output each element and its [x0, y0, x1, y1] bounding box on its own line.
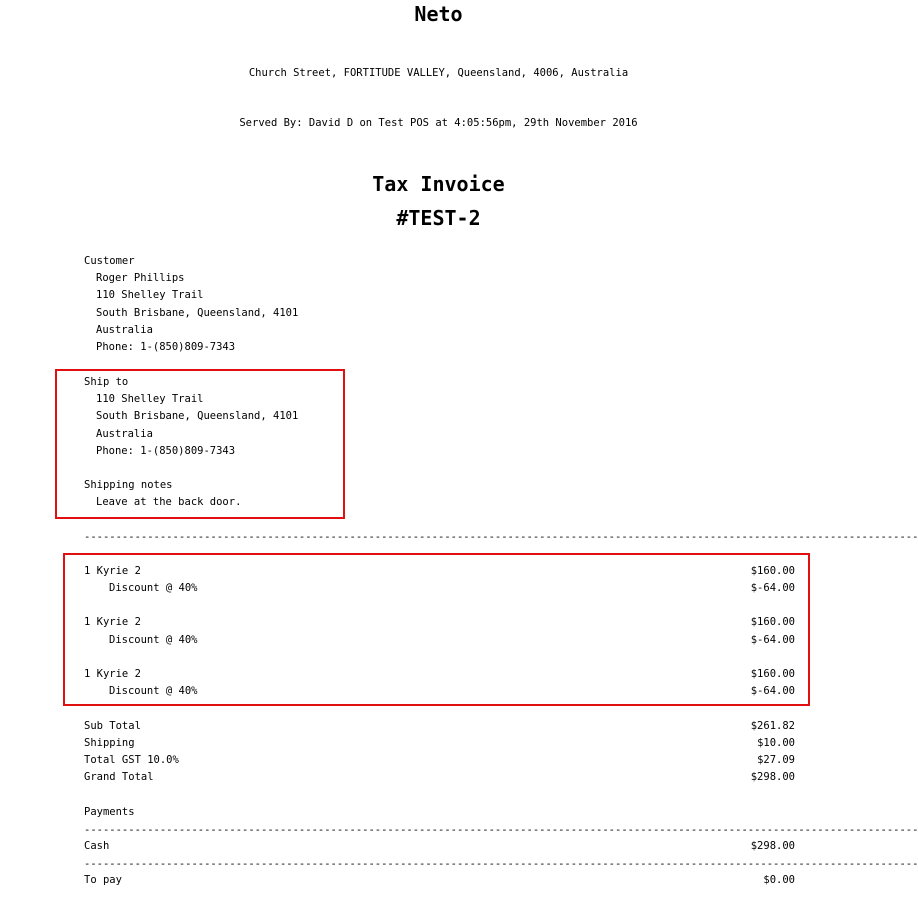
discount-label: Discount @ 40% — [109, 582, 198, 594]
line-item — [84, 614, 795, 631]
grand-total-row — [84, 769, 795, 786]
line-item-label: 1 Kyrie 2 — [84, 565, 141, 577]
divider: ------------------------------------------------------------------------------------------------------------------------------------ — [84, 858, 918, 870]
payment-method: Cash — [84, 840, 110, 852]
shipping-value: $10.00 — [757, 737, 795, 749]
to-pay-row — [84, 872, 795, 889]
line-item-discount — [84, 632, 795, 649]
to-pay-label: To pay — [84, 874, 122, 886]
gst-label: Total GST 10.0% — [84, 754, 179, 766]
shipping-notes-heading: Shipping notes — [84, 479, 173, 492]
invoice-number: #TEST-2 — [396, 206, 481, 230]
subtotal-row — [84, 718, 795, 735]
store-address: Church Street, FORTITUDE VALLEY, Queensland, 4006, Australia — [248, 67, 629, 79]
divider: ------------------------------------------------------------------------------------------------------------------------------------ — [84, 824, 918, 836]
subtotal-value: $261.82 — [750, 720, 795, 732]
ship-to-block — [84, 374, 298, 512]
grand-total-label: Grand Total — [84, 771, 154, 783]
customer-heading: Customer — [84, 255, 135, 267]
customer-street: 110 Shelley Trail — [96, 289, 204, 302]
line-item-amount: $160.00 — [750, 668, 795, 680]
discount-amount: $-64.00 — [750, 634, 795, 646]
discount-amount: $-64.00 — [750, 582, 795, 594]
gst-value: $27.09 — [757, 754, 795, 766]
customer-country: Australia — [96, 323, 153, 336]
payment-row — [84, 838, 795, 855]
subtotal-label: Sub Total — [84, 720, 141, 732]
line-item-amount: $160.00 — [750, 565, 795, 577]
line-item-discount — [84, 580, 795, 597]
document-title: Tax Invoice — [372, 172, 505, 196]
shipping-label: Shipping — [84, 737, 135, 749]
line-item-label: 1 Kyrie 2 — [84, 616, 141, 628]
customer-block — [84, 253, 298, 356]
line-item-label: 1 Kyrie 2 — [84, 668, 141, 680]
payments-heading-row — [84, 804, 795, 821]
store-name: Neto — [414, 2, 463, 26]
ship-to-city: South Brisbane, Queensland, 4101 — [96, 410, 299, 423]
ship-to-heading: Ship to — [84, 376, 129, 388]
shipping-notes-text: Leave at the back door. — [96, 496, 242, 509]
to-pay-value: $0.00 — [763, 874, 795, 886]
ship-to-country: Australia — [96, 427, 153, 440]
discount-amount: $-64.00 — [750, 685, 795, 697]
payment-amount: $298.00 — [750, 840, 795, 852]
grand-total-value: $298.00 — [750, 771, 795, 783]
line-item — [84, 666, 795, 683]
ship-to-street: 110 Shelley Trail — [96, 393, 204, 406]
line-item — [84, 563, 795, 580]
customer-name: Roger Phillips — [96, 272, 185, 285]
payments-heading: Payments — [84, 806, 135, 818]
shipping-row — [84, 735, 795, 752]
customer-city: South Brisbane, Queensland, 4101 — [96, 306, 299, 319]
ship-to-phone: Phone: 1-(850)809-7343 — [96, 444, 236, 457]
divider: ------------------------------------------------------------------------------------------------------------------------------------ — [84, 531, 918, 543]
line-item-amount: $160.00 — [750, 616, 795, 628]
discount-label: Discount @ 40% — [109, 634, 198, 646]
customer-phone: Phone: 1-(850)809-7343 — [96, 341, 236, 354]
gst-row — [84, 752, 795, 769]
discount-label: Discount @ 40% — [109, 685, 198, 697]
served-by: Served By: David D on Test POS at 4:05:56pm, 29th November 2016 — [239, 117, 638, 129]
line-item-discount — [84, 683, 795, 700]
